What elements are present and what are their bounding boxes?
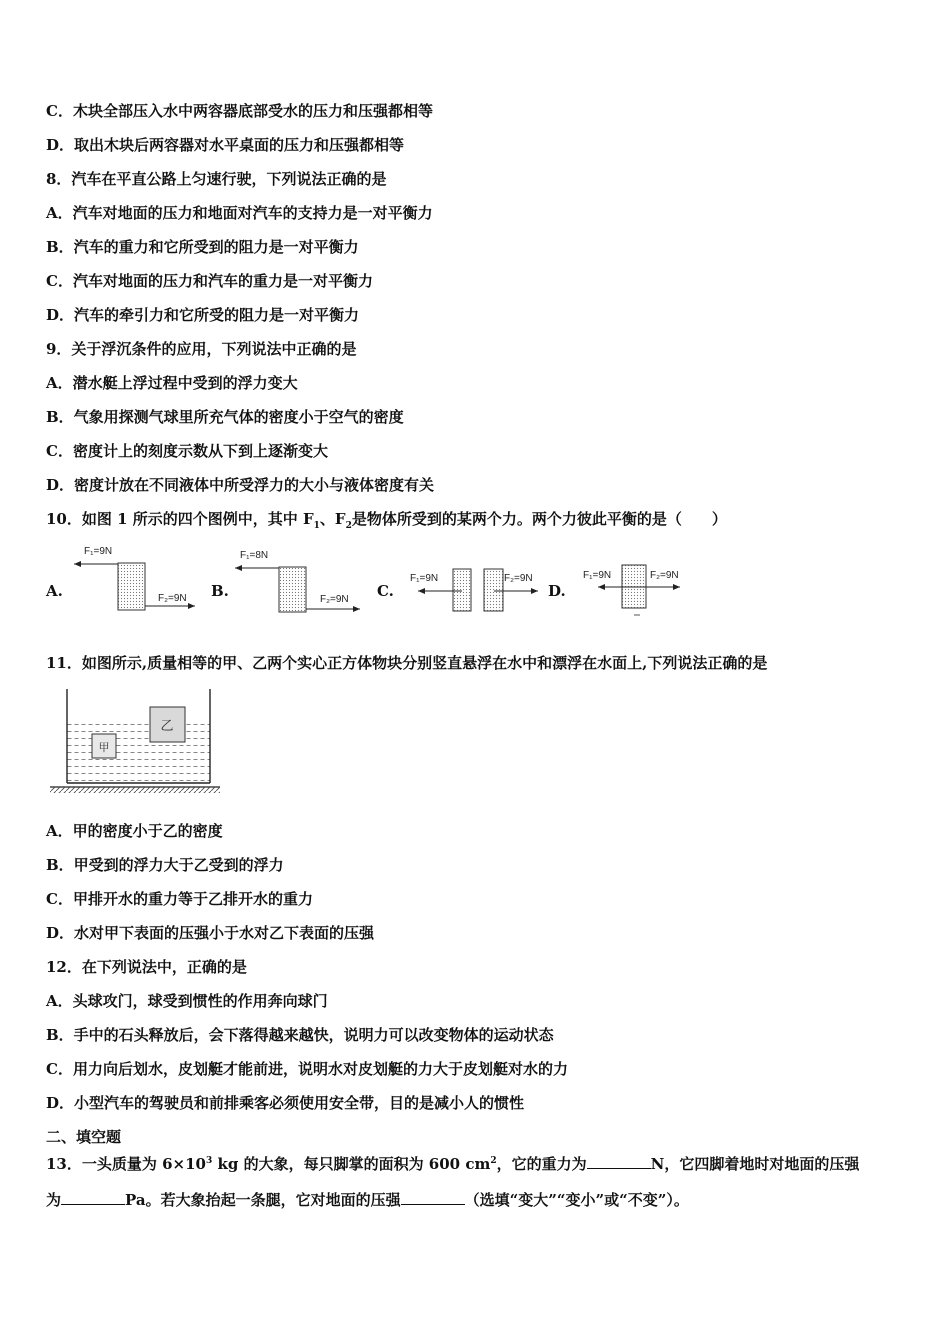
q8-option-d: D．汽车的牵引力和它所受的阻力是一对平衡力 — [46, 306, 360, 324]
q9-option-a: A．潜水艇上浮过程中受到的浮力变大 — [46, 374, 298, 392]
block-jia-label: 甲 — [98, 741, 110, 754]
label-b-f2: F₂=9N — [320, 594, 349, 605]
q10-figure-c — [410, 569, 538, 611]
q9-option-c: C．密度计上的刻度示数从下到上逐渐变大 — [46, 442, 328, 460]
q8-stem: 8．汽车在平直公路上匀速行驶，下列说法正确的是 — [46, 170, 387, 188]
q11-option-c: C．甲排开水的重力等于乙排开水的重力 — [46, 890, 313, 908]
q11-option-b: B．甲受到的浮力大于乙受到的浮力 — [46, 856, 284, 874]
q13-line-1: 13．一头质量为 $6\times 10^3$ kg 的大象，每只脚掌的面积为 600 $cm^2$，它的重力为 N，它四脚着地时对地面的压强 — [46, 1155, 860, 1173]
block-b — [279, 567, 306, 612]
q7-option-c: C．木块全部压入水中两容器底部受水的压力和压强都相等 — [46, 102, 433, 120]
label-a-f1: F₁=9N — [84, 546, 113, 557]
q12-option-d: D．小型汽车的驾驶员和前排乘客必须使用安全带，目的是减小人的惯性 — [46, 1094, 525, 1112]
q9-stem: 9．关于浮沉条件的应用，下列说法中正确的是 — [46, 340, 357, 358]
block-c-left — [453, 569, 471, 611]
answer-blank-change[interactable] — [401, 1190, 465, 1205]
q10-stem: 10．如图 1 所示的四个图例中，其中 $F_1$、$F_2$是物体所受到的某两个力。两个力彼此平衡的是（ ） — [46, 510, 727, 531]
q10-label-b: B. — [211, 582, 229, 600]
label-c-f2: F₂=9N — [504, 573, 533, 584]
q12-stem: 12．在下列说法中，正确的是 — [46, 958, 247, 976]
answer-blank-weight[interactable] — [587, 1154, 651, 1169]
label-a-f2: F₂=9N — [158, 593, 187, 604]
q10-figure-b — [235, 550, 360, 612]
q11-option-d: D．水对甲下表面的压强小于水对乙下表面的压强 — [46, 924, 375, 942]
q8-option-b: B．汽车的重力和它所受到的阻力是一对平衡力 — [46, 238, 359, 256]
q8-option-c: C．汽车对地面的压力和汽车的重力是一对平衡力 — [46, 272, 373, 290]
label-b-f1: F₁=8N — [240, 550, 269, 561]
q13-line-2: 为 Pa。若大象抬起一条腿，它对地面的压强 （选填“变大”“变小”或“不变”）。 — [46, 1191, 689, 1209]
q10-figure-a — [74, 546, 195, 610]
q12-option-a: A．头球攻门，球受到惯性的作用奔向球门 — [46, 992, 328, 1010]
q9-option-b: B．气象用探测气球里所充气体的密度小于空气的密度 — [46, 408, 404, 426]
q9-option-d: D．密度计放在不同液体中所受浮力的大小与液体密度有关 — [46, 476, 435, 494]
label-d-f1: F₁=9N — [583, 570, 612, 581]
q11-option-a: A．甲的密度小于乙的密度 — [46, 822, 223, 840]
block-a — [118, 563, 145, 610]
q7-option-d: D．取出木块后两容器对水平桌面的压力和压强都相等 — [46, 136, 405, 154]
water-body — [67, 720, 210, 783]
section-title-fill-blank: 二、填空题 — [46, 1128, 122, 1146]
q10-label-d: D. — [548, 582, 566, 600]
ground-hatch — [50, 787, 220, 793]
q11-figure — [46, 686, 226, 798]
label-c-f1: F₁=9N — [410, 573, 439, 584]
q10-label-a: A. — [46, 582, 63, 600]
q10-label-c: C. — [377, 582, 394, 600]
q11-stem: 11．如图所示,质量相等的甲、乙两个实心正方体物块分别竖直悬浮在水中和漂浮在水面上,下列说法正确的是 — [46, 654, 768, 672]
answer-blank-pressure[interactable] — [61, 1190, 125, 1205]
q10-figure-d — [583, 565, 680, 615]
q12-option-b: B．手中的石头释放后，会下落得越来越快，说明力可以改变物体的运动状态 — [46, 1026, 554, 1044]
label-d-f2: F₂=9N — [650, 570, 679, 581]
q10-figures — [0, 540, 950, 620]
q8-option-a: A．汽车对地面的压力和地面对汽车的支持力是一对平衡力 — [46, 204, 433, 222]
block-c-right — [484, 569, 503, 611]
block-yi-label: 乙 — [160, 719, 174, 734]
q12-option-c: C．用力向后划水，皮划艇才能前进，说明水对皮划艇的力大于皮划艇对水的力 — [46, 1060, 568, 1078]
